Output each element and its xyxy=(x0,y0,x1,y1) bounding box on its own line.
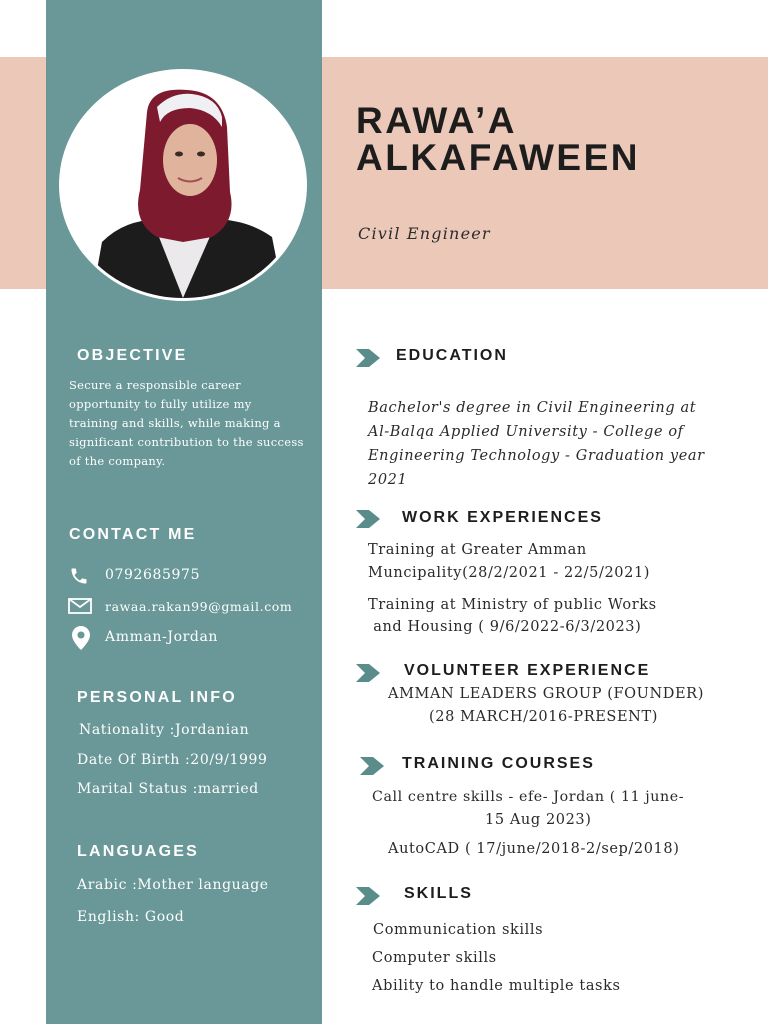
phone-icon xyxy=(68,566,94,588)
skills-heading: SKILLS xyxy=(404,885,473,902)
job-title: Civil Engineer xyxy=(358,224,491,243)
chevron-right-icon xyxy=(360,756,386,776)
objective-heading: OBJECTIVE xyxy=(77,347,188,364)
contact-heading: CONTACT ME xyxy=(69,526,197,543)
chevron-right-icon xyxy=(356,348,382,368)
name-last: ALKAFAWEEN xyxy=(356,137,640,178)
skill-item: Communication skills xyxy=(373,922,544,938)
training-item-1-line-2: 15 Aug 2023) xyxy=(485,812,592,828)
objective-text: Secure a responsible career opportunity to fully utilize my training and skills, while making a significant contribution to the success of the company. xyxy=(69,378,304,468)
volunteer-heading: VOLUNTEER EXPERIENCE xyxy=(404,662,651,679)
skill-item: Computer skills xyxy=(372,950,497,966)
work-item-1-line-2: Muncipality(28/2/2021 - 22/5/2021) xyxy=(368,565,651,581)
chevron-right-icon xyxy=(356,509,382,529)
profile-photo xyxy=(62,72,304,298)
personal-marital: Marital Status :married xyxy=(77,781,259,797)
personal-dob: Date Of Birth :20/9/1999 xyxy=(77,752,268,768)
work-heading: WORK EXPERIENCES xyxy=(402,509,603,526)
contact-phone[interactable]: 0792685975 xyxy=(105,567,201,583)
email-icon xyxy=(68,598,94,620)
education-text: Bachelor's degree in Civil Engineering at Al-Balqa Applied University - College of Engineering Technology - Graduation year 2021 xyxy=(368,400,705,488)
location-pin-icon xyxy=(72,626,98,648)
language-english: English: Good xyxy=(77,909,185,925)
language-arabic: Arabic :Mother language xyxy=(77,877,269,893)
work-item-2-line-1: Training at Ministry of public Works xyxy=(368,597,657,613)
personal-nationality: Nationality :Jordanian xyxy=(79,722,250,738)
full-name xyxy=(356,102,640,176)
volunteer-line-1: AMMAN LEADERS GROUP (FOUNDER) xyxy=(388,686,704,702)
training-item-2: AutoCAD ( 17/june/2018-2/sep/2018) xyxy=(388,841,680,857)
education-heading: EDUCATION xyxy=(396,347,508,364)
contact-email[interactable]: rawaa.rakan99@gmail.com xyxy=(105,599,293,614)
training-item-1-line-1: Call centre skills - efe- Jordan ( 11 june- xyxy=(372,789,685,805)
chevron-right-icon xyxy=(356,886,382,906)
contact-location: Amman-Jordan xyxy=(105,629,219,645)
personal-info-heading: PERSONAL INFO xyxy=(77,689,237,706)
training-heading: TRAINING COURSES xyxy=(402,755,595,772)
volunteer-line-2: (28 MARCH/2016-PRESENT) xyxy=(429,709,658,725)
work-item-1-line-1: Training at Greater Amman xyxy=(368,542,587,558)
name-first: RAWA’A xyxy=(356,100,517,141)
chevron-right-icon xyxy=(356,663,382,683)
skill-item: Ability to handle multiple tasks xyxy=(372,978,621,994)
languages-heading: LANGUAGES xyxy=(77,843,200,860)
work-item-2-line-2: and Housing ( 9/6/2022-6/3/2023) xyxy=(368,619,642,635)
